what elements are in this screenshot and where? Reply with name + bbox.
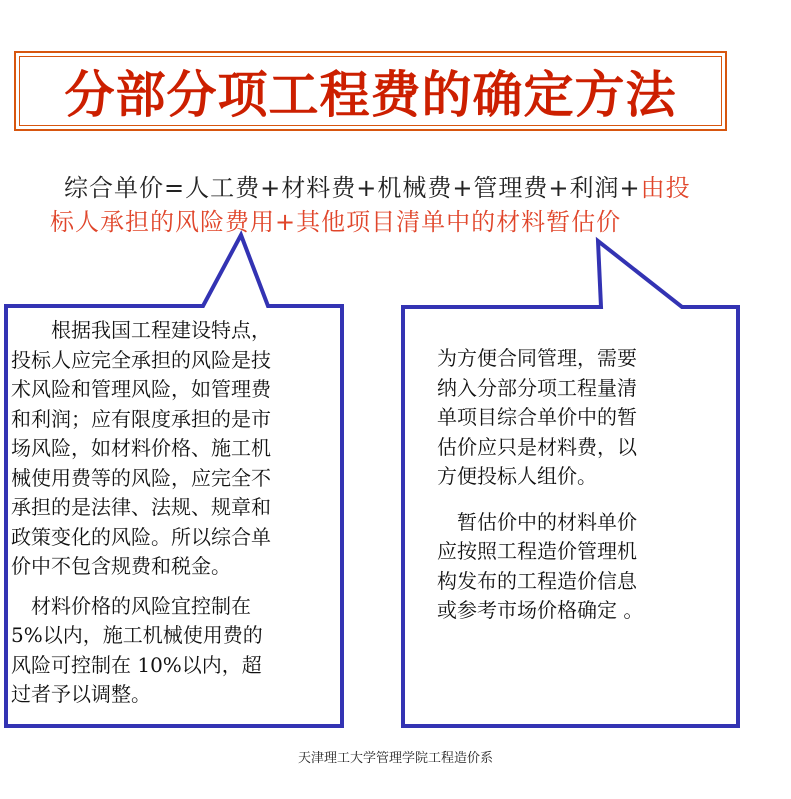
right-line: 构发布的工程造价信息 xyxy=(437,568,637,593)
left-line: 材料价格的风险宜控制在 xyxy=(11,593,251,618)
right-line: 为方便合同管理，需要 xyxy=(437,346,637,370)
left-line: 政策变化的风险。所以综合单 xyxy=(11,524,271,549)
left-line: 5%以内，施工机械使用费的 xyxy=(11,623,263,647)
left-line: 投标人应完全承担的风险是技 xyxy=(11,347,271,372)
right-line: 估价应只是材料费，以 xyxy=(437,434,637,459)
right-line: 暂估价中的材料单价 xyxy=(437,509,637,534)
footer-text: 天津理工大学管理学院工程造价系 xyxy=(297,751,493,766)
left-paragraph-2 xyxy=(11,592,329,710)
left-line: 术风险和管理风险，如管理费 xyxy=(11,377,271,401)
right-line: 或参考市场价格确定 。 xyxy=(437,598,644,622)
right-line: 单项目综合单价中的暂 xyxy=(437,405,637,429)
right-paragraph-2 xyxy=(437,508,687,626)
right-paragraph-1 xyxy=(437,344,687,492)
formula-red-part-1: 由投 xyxy=(640,174,691,202)
right-bubble-text xyxy=(437,344,687,626)
left-line: 风险可控制在 10%以内，超 xyxy=(11,652,262,677)
left-line: 承担的是法律、法规、规章和 xyxy=(11,495,271,519)
formula-black-part: 综合单价=人工费+材料费+机械费+管理费+利润+ xyxy=(64,174,641,202)
right-line: 方便投标人组价。 xyxy=(437,464,597,488)
left-line: 过者予以调整。 xyxy=(11,682,151,706)
left-line: 根据我国工程建设特点， xyxy=(11,318,271,342)
left-paragraph-1 xyxy=(11,316,329,582)
left-line: 场风险，如材料价格、施工机 xyxy=(11,436,271,460)
left-line: 械使用费等的风险，应完全不 xyxy=(11,465,271,490)
page-title: 分部分项工程费的确定方法 xyxy=(64,66,677,124)
formula-red-part-2: 标人承担的风险费用+其他项目清单中的材料暂估价 xyxy=(50,208,622,236)
right-line: 纳入分部分项工程量清 xyxy=(437,375,637,400)
left-line: 价中不包含规费和税金。 xyxy=(11,554,231,578)
right-line: 应按照工程造价管理机 xyxy=(437,539,637,563)
left-line: 和利润；应有限度承担的是市 xyxy=(11,406,271,431)
left-bubble-text xyxy=(11,316,329,710)
